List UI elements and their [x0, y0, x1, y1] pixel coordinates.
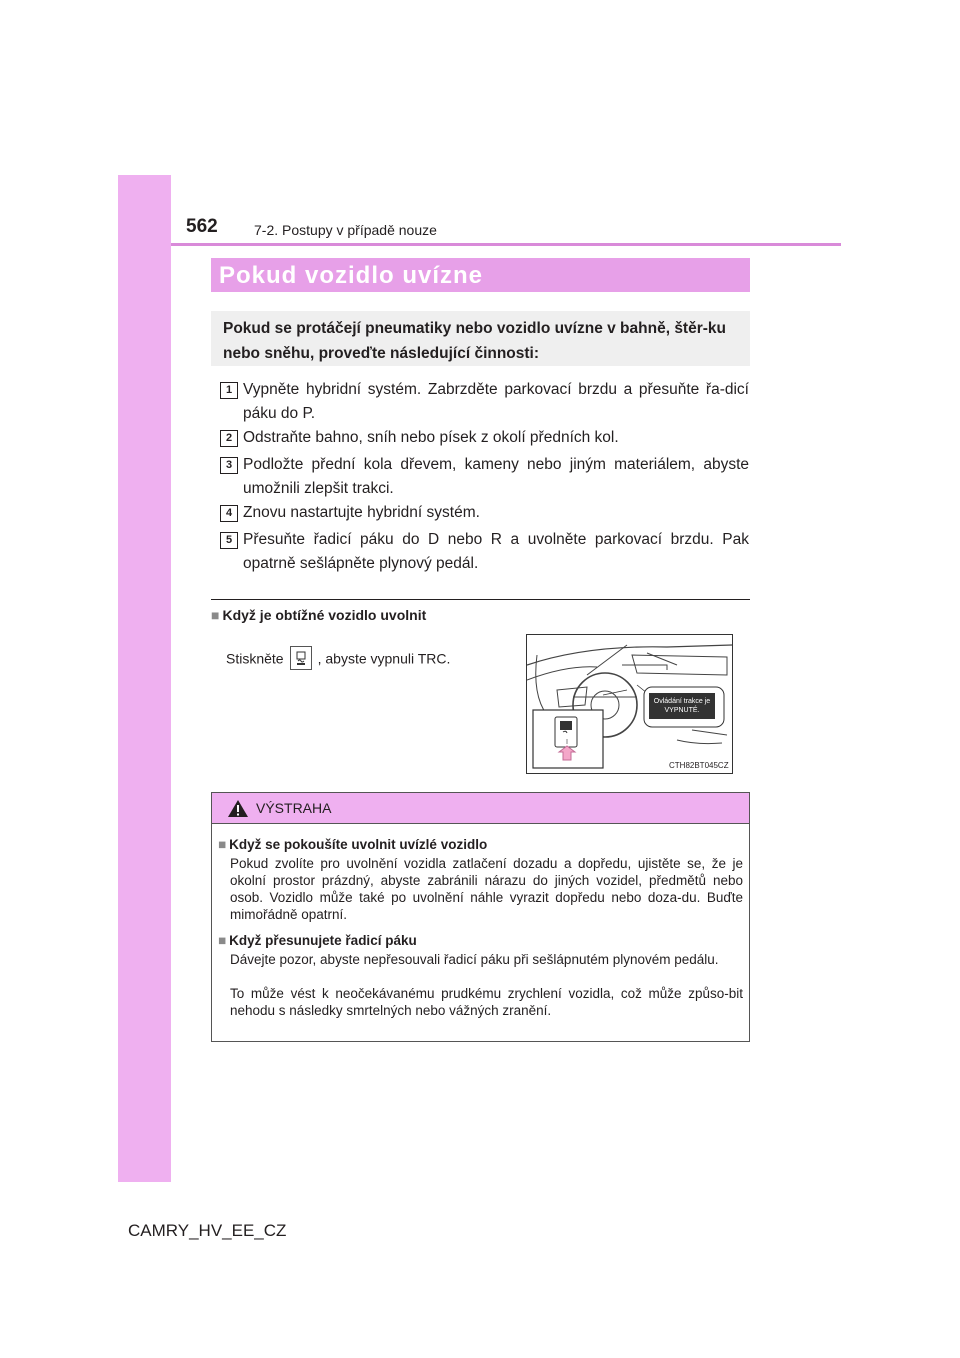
- intro-text: Pokud se protáčejí pneumatiky nebo vozidlo uvízne v bahně, štěr-ku nebo sněhu, proveďte následující činnosti:: [223, 320, 727, 362]
- square-bullet-icon: ■: [218, 933, 227, 948]
- header-rule: [171, 243, 841, 246]
- warning-label: VÝSTRAHA: [256, 800, 332, 816]
- step-text: Podložte přední kola dřevem, kameny nebo jiným materiálem, abyste umožnili zlepšit trakci.: [243, 456, 749, 497]
- sidebar-tab: [118, 175, 171, 1182]
- step-number: 3: [220, 457, 238, 474]
- trc-off-callout: Ovládání trakce je VYPNUTÉ.: [649, 693, 715, 719]
- step-text: Znovu nastartujte hybridní systém.: [243, 504, 480, 521]
- warning-item-heading: [218, 837, 487, 852]
- warning-item-text: Pokud zvolíte pro uvolnění vozidla zatlačení dozadu a dopředu, ujistěte se, že je okolní prostor prázdný, abyste zabránili nárazu do jiných vozidel, předmětů nebo osob. Vozidlo může také po uvolnění náhle vyrazit dopředu nebo doza-du. Buďte mimořádně opatrní.: [230, 856, 743, 922]
- warning-header: [212, 793, 749, 824]
- page-title: Pokud vozidlo uvízne: [219, 262, 484, 289]
- step-text: Vypněte hybridní systém. Zabrzděte parkovací brzdu a přesuňte řa-dicí páku do P.: [243, 381, 749, 422]
- footer-model-code: CAMRY_HV_EE_CZ: [128, 1221, 287, 1240]
- trc-off-button-icon: [290, 646, 312, 670]
- press-before-text: Stiskněte: [226, 650, 284, 667]
- figure-code: CTH82BT045CZ: [669, 761, 729, 770]
- warning-item-heading-text: Když přesunujete řadicí páku: [229, 933, 417, 948]
- step-number: 4: [220, 505, 238, 522]
- step-number: 1: [220, 382, 238, 399]
- intro-box: [211, 311, 750, 366]
- subsection-heading-text: Když je obtížné vozidlo uvolnit: [222, 607, 427, 623]
- warning-icon: [227, 799, 249, 818]
- press-instruction: [226, 648, 450, 672]
- warning-item-text: To může vést k neočekávanému prudkému zrychlení vozidla, což může způso-bit nehodu s následky smrtelných nebo vážných zranění.: [230, 986, 743, 1018]
- step-text: Přesuňte řadicí páku do D nebo R a uvolněte parkovací brzdu. Pak opatrně sešlápněte plynový pedál.: [243, 531, 749, 572]
- section-divider: [211, 599, 750, 600]
- subsection-heading: [211, 607, 426, 623]
- square-bullet-icon: ■: [218, 837, 227, 852]
- title-bar: [211, 258, 750, 292]
- warning-item-text: Dávejte pozor, abyste nepřesouvali řadicí páku při sešlápnutém plynovém pedálu.: [230, 952, 719, 967]
- step-number: 2: [220, 430, 238, 447]
- warning-item-heading-text: Když se pokoušíte uvolnit uvízlé vozidlo: [229, 837, 488, 852]
- dashboard-illustration: [526, 634, 733, 774]
- section-title: 7-2. Postupy v případě nouze: [254, 222, 437, 238]
- page-number: 562: [186, 216, 218, 237]
- press-after-text: , abyste vypnuli TRC.: [317, 650, 451, 667]
- square-bullet-icon: ■: [211, 607, 220, 623]
- step-number: 5: [220, 532, 238, 549]
- warning-box: [211, 792, 750, 1042]
- warning-item-heading: [218, 933, 417, 948]
- step-text: Odstraňte bahno, sníh nebo písek z okolí předních kol.: [243, 429, 619, 446]
